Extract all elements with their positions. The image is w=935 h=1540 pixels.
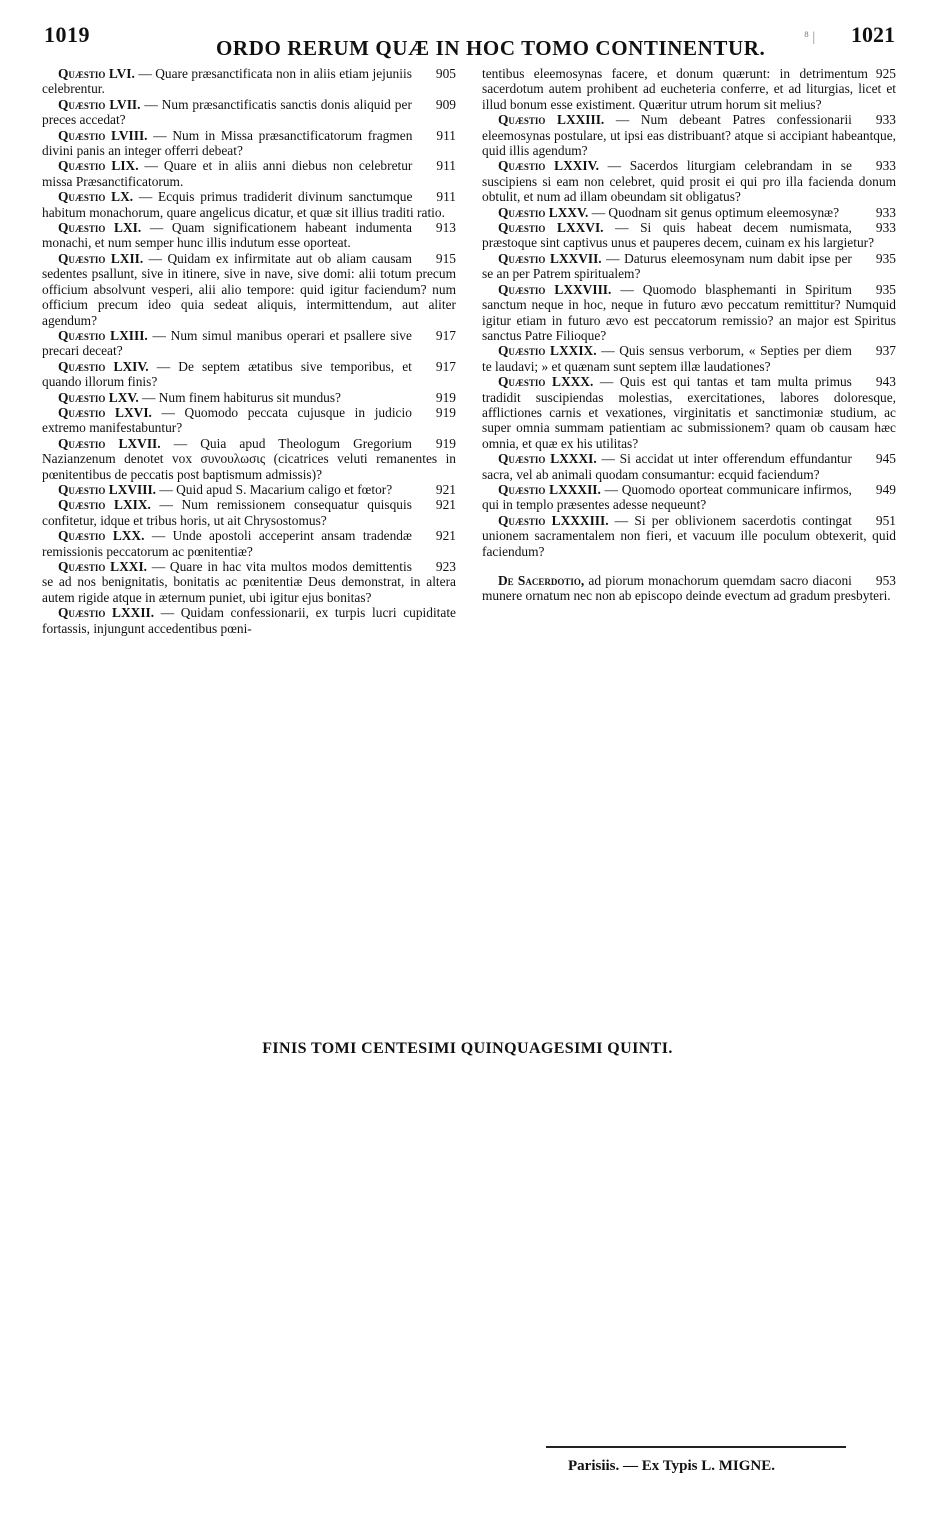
entry-page-number: 911: [436, 127, 456, 143]
entry-page-number: 933: [875, 204, 896, 220]
entry-heading: Quæstio LXVIII.: [58, 481, 157, 497]
entry-heading: Quæstio LXVII.: [58, 435, 161, 451]
entry-heading: Quæstio LVII.: [58, 96, 141, 112]
entry-text: — Quomodo blasphemanti in Spiritum sanctum neque in hoc, neque in futuro ævo peccatum remittitur? Numquid igitur etiam in futuro ævo est peccatorum remissio? an major est Spiritus sanctus Patre Filioque?: [482, 281, 896, 343]
entry-text: — Si accidat ut inter offerendum effundantur sacra, vel ab animali quodam consumantur: ecquid faciendum?: [482, 451, 852, 482]
index-entry: [42, 158, 456, 189]
entry-page-number: 935: [875, 250, 896, 266]
entry-text: — Quare in hac vita multos modos demittentis se ad nos benignitatis, bonitatis ac pœnitentiæ Deus demonstrat, in altera autem rigide atque in æternum puniet, ubi igitur ejus bonitas?: [42, 559, 456, 605]
stray-mark: ⁸ |: [804, 30, 816, 45]
entry-text: — Ecquis primus tradiderit divinum sanctumque habitum monachorum, quare angelicus dicatur, et quæ sit illius traditi ratio.: [42, 189, 445, 220]
entry-page-number: 937: [875, 343, 896, 359]
entry-heading: Quæstio LXXVIII.: [498, 281, 612, 297]
index-entry: [482, 66, 896, 112]
index-entry: [482, 374, 896, 451]
index-entry: [482, 205, 896, 220]
entry-page-number: 949: [875, 481, 896, 497]
entry-page-number: 905: [435, 66, 456, 81]
entry-page-number: 911: [436, 189, 456, 205]
finis-line: FINIS TOMI CENTESIMI QUINQUAGESIMI QUINTI.: [262, 1040, 673, 1057]
entry-heading: Quæstio LXXIX.: [498, 343, 597, 359]
index-entry: [482, 482, 896, 513]
entry-text: — Quis est qui tantas et tam multa primus tradidit suscipiendas molestias, exercitationes, labores doloresque, afflictiones carnis et vexationes, virginitatis et sanctimoniæ studium, ac super omnia summam patientiam ac submissionem? quam ob causam hæc omnia, et quæ ex his utilitas?: [482, 374, 896, 451]
index-entry: [42, 189, 456, 220]
entry-heading: Quæstio LXXX.: [498, 374, 594, 390]
entry-text: tentibus eleemosynas facere, et donum quærunt: in detrimentum sacerdotum autem prohibent ad eucheteria conferre, et ad liturgias, licet et illud bonum esse existiment. Quæritur utrum horum sit melius?: [482, 66, 896, 112]
entry-text: — Quidam confessionarii, ex turpis lucri cupiditate fortassis, injungunt accedentibus pœni-: [42, 605, 456, 636]
entry-text: — Si quis habeat decem numismata, præstoque sint captivus unus et pauperes decem, cuinam ex his largietur?: [482, 220, 875, 251]
entry-text: — De septem ætatibus sive temporibus, et quando illorum finis?: [42, 358, 412, 390]
entry-text: — Quodnam sit genus optimum eleemosynæ?: [588, 204, 840, 220]
index-columns: [42, 66, 902, 636]
entry-page-number: 917: [435, 358, 456, 374]
running-title: ORDO RERUM QUÆ IN HOC TOMO CONTINENTUR.: [216, 36, 766, 60]
entry-heading: Quæstio LXI.: [58, 220, 142, 236]
entry-heading: Quæstio LX.: [58, 189, 134, 205]
entry-heading: Quæstio LXXIV.: [498, 158, 599, 174]
entry-heading: Quæstio LXXI.: [58, 559, 148, 574]
index-entry: [42, 66, 456, 97]
index-entry: [42, 497, 456, 528]
index-entry: [482, 112, 896, 158]
entry-text: — Sacerdos liturgiam celebrandam in se suscipiens si eam non celebret, quid prosit ei qui pro illa facienda donum obtulit, et num ad illam obeundam sit obligatus?: [482, 158, 896, 205]
entry-text: — Num simul manibus operari et psallere sive precari deceat?: [42, 327, 412, 359]
index-entry: [482, 251, 896, 282]
entry-heading: Quæstio LXIII.: [58, 327, 148, 343]
entry-heading: Quæstio LXXII.: [58, 605, 155, 621]
page-number-left: 1019: [44, 22, 90, 47]
entry-page-number: 953: [875, 573, 896, 588]
index-entry: [42, 436, 456, 482]
entry-heading: Quæstio LXIV.: [58, 358, 149, 374]
index-entry: [42, 390, 456, 405]
entry-text: — Num remissionem consequatur quisquis confitetur, idque et tribus horis, ut ait Chrysostomus?: [42, 497, 412, 528]
right-column: [482, 66, 896, 636]
entry-text: — Quia apud Theologum Gregorium Nazianzenum denotet vox συνουλωσις (cicatrices veluti remanentes in pœnitentibus de peccatis post baptismum admissis)?: [42, 435, 456, 482]
index-entry: [482, 220, 896, 251]
entry-page-number: 919: [435, 389, 456, 405]
index-entry: [42, 97, 456, 128]
entry-page-number: 951: [875, 512, 896, 528]
index-entry: [482, 343, 896, 374]
entry-text: — Quidam ex infirmitate aut ob aliam causam sedentes psallunt, sive in itinere, sive in nave, sive domi: alii totum precum officium absolvunt vesperi, alii alio tempore: quid igitur faciendum? num officium precum ideo quia sedeat aliquis, intermittendum, aut aliter agendum?: [42, 250, 456, 328]
entry-heading: Quæstio LXXXI.: [498, 451, 597, 467]
entry-page-number: 921: [435, 481, 456, 497]
entry-text: — Unde apostoli acceperint ansam tradendæ remissionis peccatorum ac pœnitentiæ?: [42, 528, 412, 559]
index-entry: [42, 528, 456, 559]
index-entry: [42, 405, 456, 436]
index-entry: [482, 282, 896, 344]
entry-page-number: 917: [435, 327, 456, 343]
imprint: Parisiis. — Ex Typis L. MIGNE.: [568, 1458, 775, 1474]
entry-page-number: 913: [435, 220, 456, 236]
entry-heading: Quæstio LIX.: [58, 158, 139, 174]
entry-text: — Num debeant Patres confessionarii eleemosynas postulare, ut ipsi eas distribuant? atque si accipiant habeantque, quid illis agendum?: [482, 112, 896, 159]
entry-text: — Num finem habiturus sit mundus?: [138, 389, 342, 405]
index-entry: [42, 128, 456, 159]
entry-page-number: 923: [435, 559, 456, 574]
entry-heading: Quæstio LXXXII.: [498, 481, 601, 497]
entry-page-number: 925: [875, 66, 896, 81]
entry-heading: Quæstio LVI.: [58, 66, 135, 81]
entry-heading: Quæstio LVIII.: [58, 127, 148, 143]
index-entry: [42, 559, 456, 605]
index-entry: [482, 158, 896, 204]
index-entry: [42, 482, 456, 497]
entry-heading: Quæstio LXV.: [58, 389, 139, 405]
entry-page-number: 919: [435, 404, 456, 420]
imprint-rule: [546, 1446, 846, 1448]
entry-page-number: 933: [875, 220, 896, 236]
entry-page-number: 911: [436, 158, 456, 174]
index-entry: [482, 513, 896, 559]
entry-page-number: 933: [875, 158, 896, 174]
entry-heading: Quæstio LXXVI.: [498, 220, 604, 236]
index-entry: [42, 220, 456, 251]
entry-text: — Quis sensus verborum, « Septies per diem te laudavi; » et quænam sunt septem illæ laudationes?: [482, 343, 852, 374]
index-entry: [42, 359, 456, 390]
index-entry: [482, 451, 896, 482]
index-entry: [42, 251, 456, 328]
entry-text: — Si per oblivionem sacerdotis contingat unionem sacramentalem non fieri, et vacuum ille poculum obtexerit, quid faciendum?: [482, 512, 896, 559]
index-entry: [42, 328, 456, 359]
left-column: [42, 66, 456, 636]
entry-heading: Quæstio LXXV.: [498, 204, 589, 220]
entry-page-number: 915: [435, 250, 456, 266]
entry-text: — Num præsanctificatis sanctis donis aliquid per preces accedat?: [42, 96, 412, 128]
section-gap: [482, 559, 896, 573]
entry-heading: Quæstio LXX.: [58, 528, 145, 544]
entry-text: — Quid apud S. Macarium caligo et fœtor?: [156, 481, 393, 497]
entry-page-number: 921: [435, 528, 456, 544]
entry-text: — Quomodo oporteat communicare infirmos, qui in templo præsentes adesse nequeunt?: [482, 481, 852, 513]
entry-text: — Quam significationem habeant indumenta monachi, et num semper hunc illis indutum esse oporteat.: [42, 220, 412, 251]
entry-page-number: 909: [435, 96, 456, 112]
entry-page-number: 919: [435, 435, 456, 451]
entry-text: ad piorum monachorum quemdam sacro diaconi munere ornatum nec non ab episcopo deinde evectum ad gradum presbyteri.: [482, 573, 891, 604]
index-entry: [482, 573, 896, 604]
entry-page-number: 921: [435, 497, 456, 513]
index-entry: [42, 605, 456, 636]
entry-text: — Num in Missa præsanctificatorum fragmen divini panis an integer offerri debeat?: [42, 127, 413, 159]
entry-text: — Quare et in aliis anni diebus non celebretur missa Præsanctificatorum.: [42, 158, 413, 189]
entry-heading: Quæstio LXIX.: [58, 497, 151, 513]
page-number-right: 1021: [851, 22, 895, 47]
entry-text: — Quomodo peccata cujusque in judicio extremo manifestabuntur?: [42, 404, 412, 436]
entry-text: — Quare præsanctificata non in aliis etiam jejuniis celebrentur.: [42, 66, 412, 97]
entry-page-number: 935: [875, 281, 896, 297]
entry-heading: Quæstio LXXIII.: [498, 112, 605, 128]
entry-page-number: 933: [875, 112, 896, 128]
entry-heading: Quæstio LXVI.: [58, 404, 152, 420]
entry-text: — Daturus eleemosynam num dabit ipse per se an per Patrem spiritualem?: [482, 250, 852, 282]
entry-page-number: 943: [875, 374, 896, 390]
entry-page-number: 945: [875, 451, 896, 467]
entry-heading: Quæstio LXII.: [58, 250, 144, 266]
entry-heading: Quæstio LXXVII.: [498, 250, 602, 266]
entry-heading: Quæstio LXXXIII.: [498, 512, 609, 528]
entry-heading: De Sacerdotio,: [498, 573, 585, 588]
